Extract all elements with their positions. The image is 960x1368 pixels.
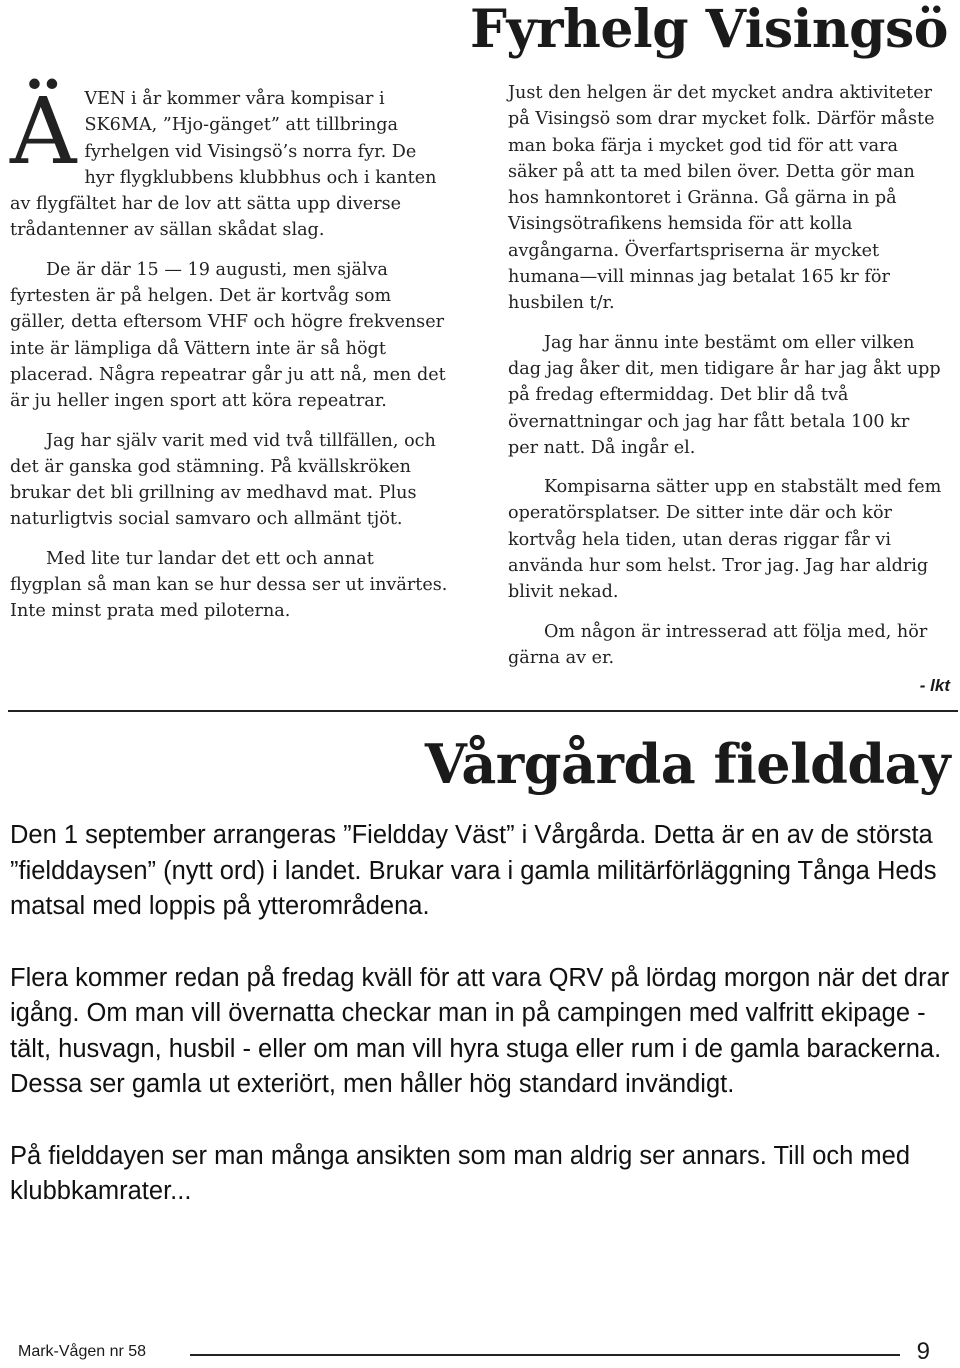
footer-publication: Mark-Vågen nr 58 [18,1343,147,1360]
article1-left-column [10,78,450,638]
article2-paragraph-1: Den 1 september arrangeras ”Fieldday Väst” i Vårgårda. Detta är en av de största ”fielddaysen” (nytt ord) i landet. Brukar vara i gamla militärförläggning Tånga Heds matsal med loppis på ytterområdena. [10,821,937,920]
author-signature: - lkt [919,676,950,695]
article1-paragraph-3: Jag har själv varit med vid två tillfällen, och det är ganska god stämning. På kvällskröken brukar det bli grillning av medhavd mat. Plus naturligtvis social samvaro och allmänt tjöt. [10,430,436,530]
article1-paragraph-2: De är där 15 — 19 augusti, men själva fyrtesten är på helgen. Det är kortvåg som gäller, detta eftersom VHF och högre frekvenser inte är lämpliga då Vättern inte är så högt placerad. Några repeatrar går ju att nå, men det är ju heller ingen sport att köra repeatrar. [10,259,446,412]
article1-paragraph-1 [10,78,450,244]
dropcap: Ä [10,78,77,185]
article1-paragraph-4: Med lite tur landar det ett och annat flygplan så man kan se hur dessa ser ut invärtes. Inte minst prata med piloterna. [10,548,448,622]
article1-paragraph-8: Om någon är intresserad att följa med, hör gärna av er. [508,621,928,668]
article-title-vargarda: Vårgårda fieldday [424,732,950,796]
footer-rule [190,1354,900,1356]
article2-paragraph-3: På fielddayen ser man många ansikten som man aldrig ser annars. Till och med klubbkamrater... [10,1141,911,1205]
article2-paragraph-2: Flera kommer redan på fredag kväll för att vara QRV på lördag morgon när det drar igång. Om man vill övernatta checkar man in på campingen med valfritt ekipage - tält, husvagn, husbil - eller om man vill hyra stuga eller rum i de gamla barackerna. Dessa ser gamla ut exteriört, men håller hög standard invändigt. [10,963,950,1098]
article1-paragraph-5: Just den helgen är det mycket andra aktiviteter på Visingsö som drar mycket folk. Därför måste man boka färja i mycket god tid för att vara säker på att ta med bilen över. Detta gör man hos hamnkontoret i Gränna. Gå gärna in på Visingsötrafikens hemsida för att kolla avgångarna. Överfartspriserna är mycket humana—vill minnas jag betalat 165 kr för husbilen t/r. [508,83,935,314]
article1-paragraph-6: Jag har ännu inte bestämt om eller vilken dag jag åker dit, men tidigare år har jag åkt upp på fredag eftermiddag. Det blir då två övernattningar och jag har fått betala 100 kr per natt. Då ingår el. [508,332,941,458]
article2-body [10,818,950,1246]
page-number: 9 [916,1338,930,1365]
article1-right-column [508,80,944,684]
article1-paragraph-1-text: VEN i år kommer våra kompisar i SK6MA, ”Hjo-gänget” att tillbringa fyrhelgen vid Visingsö’s norra fyr. De hyr flygklubbens klubbhus och i kanten av flygfältet har de lov att sätta upp diverse trådantenner av sällan skådat slag. [10,89,437,241]
article1-paragraph-7: Kompisarna sätter upp en stabstält med fem operatörsplatser. De sitter inte där och kör kortvåg hela tiden, utan deras riggar får vi använda hur som helst. Tror jag. Jag har aldrig blivit nekad. [508,477,942,603]
article-title-fyrhelg: Fyrhelg Visingsö [470,0,948,60]
section-divider [8,710,958,712]
